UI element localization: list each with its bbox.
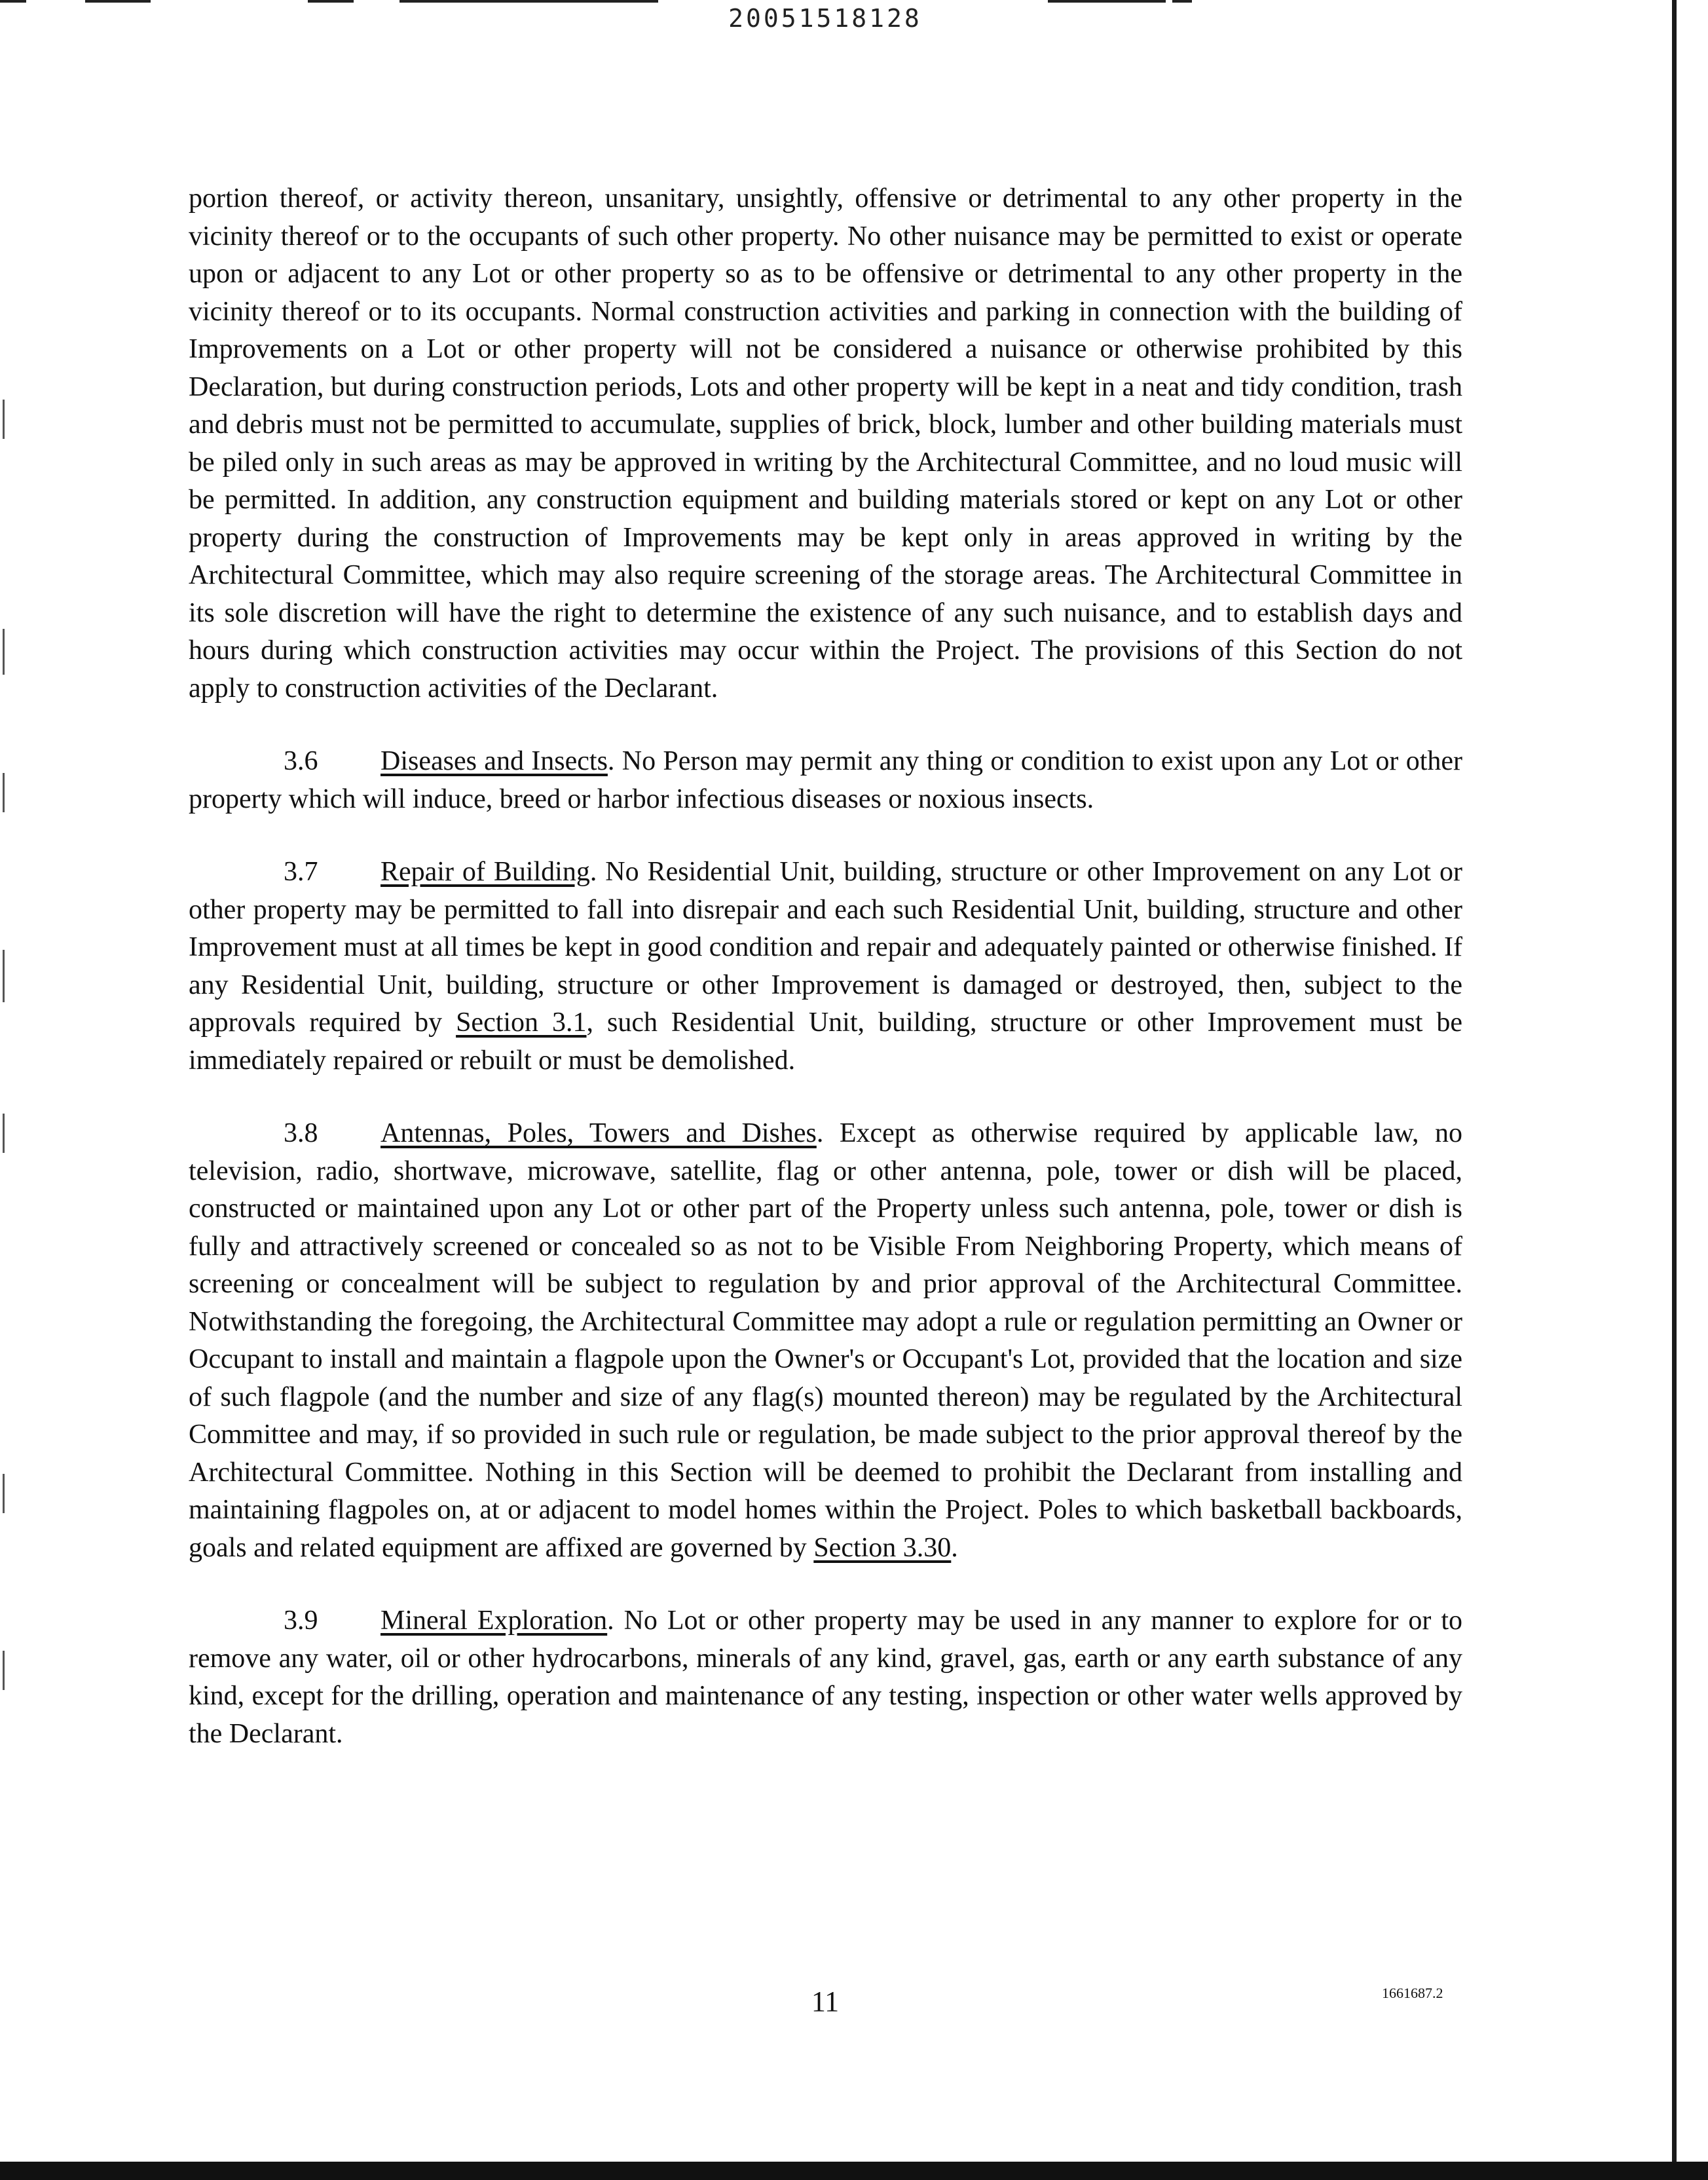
section-reference: Section 3.30	[813, 1532, 952, 1563]
scan-edge-right	[1672, 0, 1677, 2162]
section-text: . Except as otherwise required by applicable law, no television, radio, shortwave, microwave, satellite, flag or other antenna, pole, tower or dish will be placed, constructed or maintained upon any Lot or other part of the Property unless such antenna, pole, tower or dish is fully and attractively screened or concealed so as not to be Visible From Neighboring Property, which means of screening or concealment will be subject to regulation by and prior approval of the Architectural Committee. Notwithstanding the foregoing, the Architectural Committee may adopt a rule or regulation permitting an Owner or Occupant to install and maintain a flagpole upon the Owner's or Occupant's Lot, provided that the location and size of such flagpole (and the number and size of any flag(s) mounted thereon) may be regulated by the Architectural Committee and may, if so provided in such rule or regulation, be made subject to the prior approval thereof by the Architectural Committee. Nothing in this Section will be deemed to prohibit the Declarant from installing and maintaining flagpoles on, at or adjacent to model homes within the Project. Poles to which basketball backboards, goals and related equipment are affixed are governed by	[189, 1118, 1462, 1563]
section-3-9	[189, 1602, 1462, 1753]
section-number: 3.6	[284, 746, 318, 776]
section-text: , such Residential Unit, building, structure or other Improvement must be immediately repaired or rebuilt or must be demolished.	[189, 1007, 1462, 1076]
scan-mark	[85, 0, 151, 3]
scan-mark	[399, 0, 658, 3]
scan-mark	[3, 773, 5, 812]
scan-mark	[3, 1114, 5, 1153]
document-number: 20051518128	[728, 4, 922, 33]
section-title: Antennas, Poles, Towers and Dishes	[381, 1118, 817, 1148]
scan-mark	[1048, 0, 1166, 3]
section-text: .	[951, 1532, 958, 1563]
section-number: 3.8	[284, 1118, 318, 1148]
section-text: . No Person may permit any thing or condition to exist upon any Lot or other property which will induce, breed or harbor infectious diseases or noxious insects.	[189, 746, 1463, 814]
scan-mark	[3, 400, 5, 439]
document-body	[189, 180, 1462, 1788]
scan-edge-bottom	[0, 2162, 1708, 2180]
section-reference: Section 3.1	[456, 1007, 587, 1038]
scan-mark	[3, 629, 5, 675]
section-number: 3.7	[284, 857, 318, 887]
section-3-6	[189, 743, 1462, 818]
scan-mark	[0, 0, 26, 3]
scan-mark	[308, 0, 354, 3]
section-text: . No Lot or other property may be used in any manner to explore for or to remove any water, oil or other hydrocarbons, minerals of any kind, gravel, gas, earth or any earth substance of any kind, except for the drilling, operation and maintenance of any testing, inspection or other water wells approved by the Declarant.	[189, 1606, 1462, 1749]
section-title: Diseases and Insects	[381, 746, 608, 776]
scan-mark	[3, 1474, 5, 1513]
section-number: 3.9	[284, 1606, 318, 1636]
section-title: Mineral Exploration	[381, 1606, 608, 1636]
section-title: Repair of Building	[381, 857, 590, 887]
paragraph-continued	[189, 180, 1462, 707]
paragraph-text: portion thereof, or activity thereon, unsanitary, unsightly, offensive or detrimental to any other property in the vicinity thereof or to the occupants of such other property. No other nuisance may be permitted to exist or operate upon or adjacent to any Lot or other property so as to be offensive or detrimental to any other property in the vicinity thereof or to its occupants. Normal construction activities and parking in connection with the building of Improvements on a Lot or other property will not be considered a nuisance or otherwise prohibited by this Declaration, but during construction periods, Lots and other property will be kept in a neat and tidy condition, trash and debris must not be permitted to accumulate, supplies of brick, block, lumber and other building materials must be piled only in such areas as may be approved in writing by the Architectural Committee, and no loud music will be permitted. In addition, any construction equipment and building materials stored or kept on any Lot or other property during the construction of Improvements may be kept only in areas approved in writing by the Architectural Committee, which may also require screening of the storage areas. The Architectural Committee in its sole discretion will have the right to determine the existence of any such nuisance, and to establish days and hours during which construction activities may occur within the Project. The provisions of this Section do not apply to construction activities of the Declarant.	[189, 183, 1462, 704]
section-3-8	[189, 1115, 1462, 1567]
scan-mark	[3, 950, 5, 1002]
section-3-7	[189, 854, 1462, 1080]
document-id: 1661687.2	[1382, 1985, 1443, 2001]
section-text: . No Residential Unit, building, structure or other Improvement on any Lot or other property may be permitted to fall into disrepair and each such Residential Unit, building, structure and other Improvement must at all times be kept in good condition and repair and adequately painted or otherwise finished. If any Residential Unit, building, structure or other Improvement is damaged or destroyed, then, subject to the approvals required by	[189, 857, 1462, 1038]
scan-mark	[1172, 0, 1192, 3]
scan-mark	[3, 1651, 5, 1690]
page-number: 11	[811, 1985, 840, 2018]
